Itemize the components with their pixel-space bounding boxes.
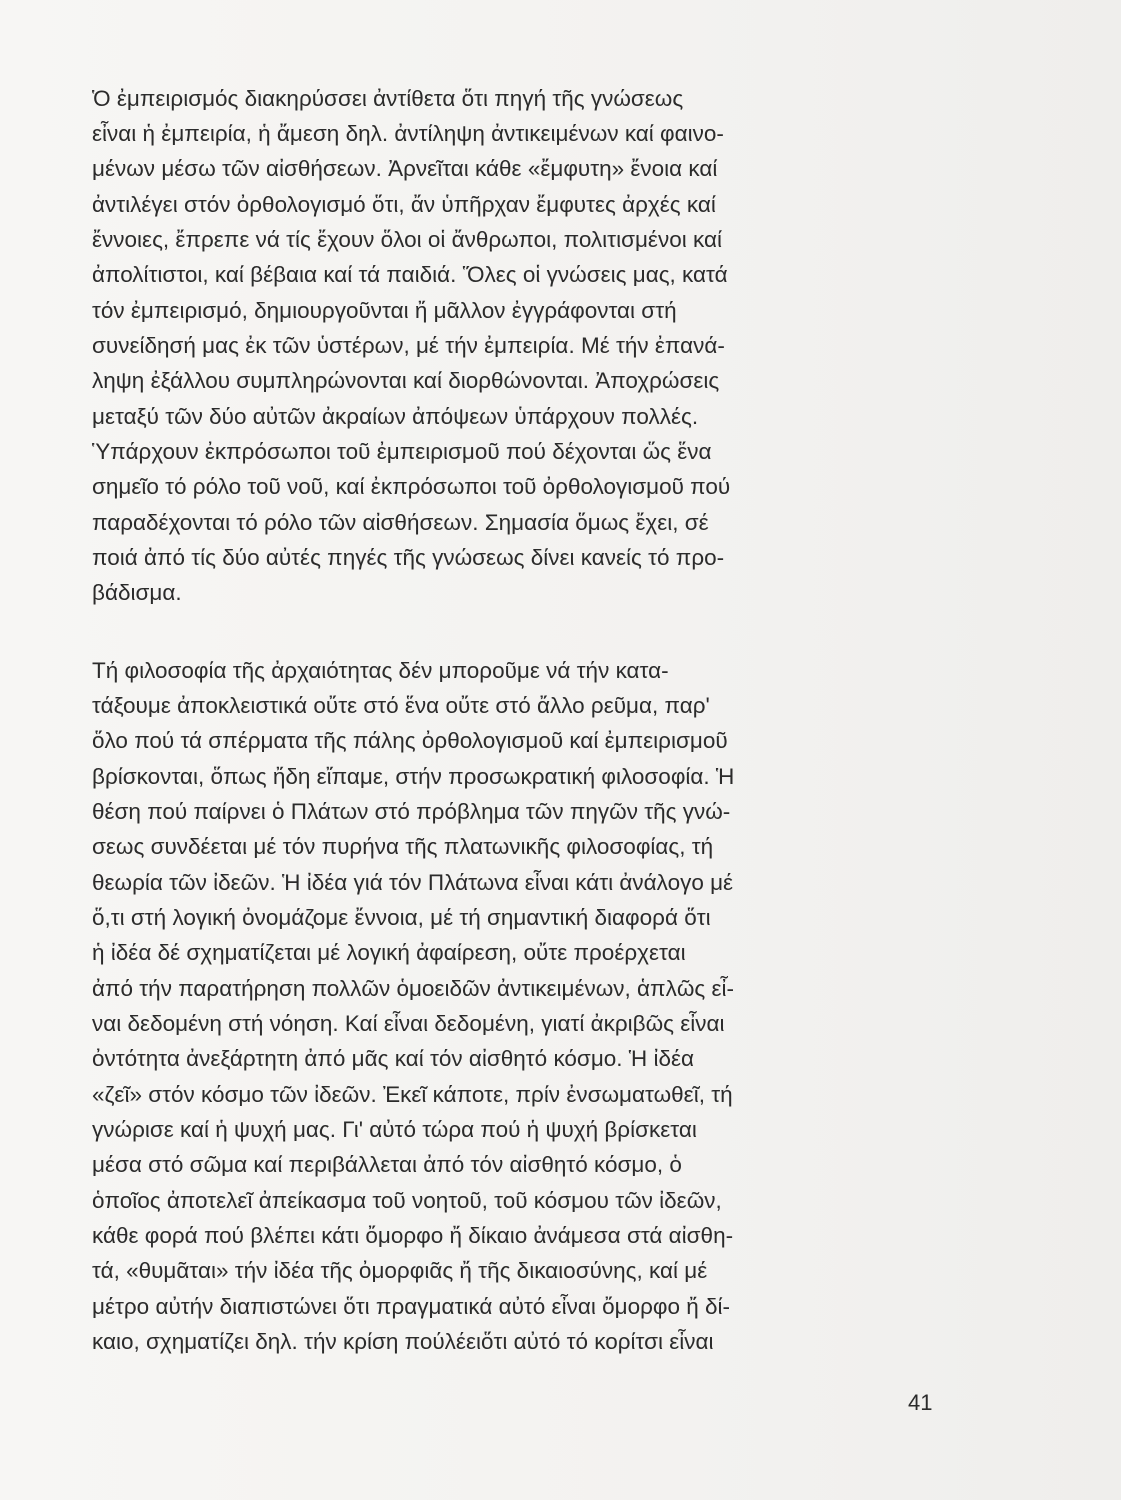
- text-line: σημεῖο τό ρόλο τοῦ νοῦ, καί ἐκπρόσωποι τοῦ ὀρθολογισμοῦ πού: [92, 474, 731, 499]
- text-line: μένων μέσω τῶν αἰσθήσεων. Ἀρνεῖται κάθε «ἔμφυτη» ἔνοια καί: [92, 156, 718, 181]
- text-line: ὁποῖος ἀποτελεῖ ἀπείκασμα τοῦ νοητοῦ, τοῦ κόσμου τῶν ἰδεῶν,: [92, 1188, 722, 1213]
- text-line: ἀπό τήν παρατήρηση πολλῶν ὁμοειδῶν ἀντικειμένων, ἁπλῶς εἶ-: [92, 976, 735, 1001]
- text-line: ποιά ἀπό τίς δύο αὐτές πηγές τῆς γνώσεως δίνει κανείς τό προ-: [92, 545, 725, 570]
- text-line: Ὁ ἐμπειρισμός διακηρύσσει ἀντίθετα ὅτι πηγή τῆς γνώσεως: [92, 86, 684, 111]
- text-line: ναι δεδομένη στή νόηση. Καί εἶναι δεδομένη, γιατί ἀκριβῶς εἶναι: [92, 1011, 725, 1036]
- text-line: κάθε φορά πού βλέπει κάτι ὄμορφο ἤ δίκαιο ἀνάμεσα στά αἰσθη-: [92, 1223, 734, 1248]
- text-line: ὅ,τι στή λογική ὀνομάζομε ἔννοια, μέ τή σημαντική διαφορά ὅτι: [92, 905, 711, 930]
- text-line: ὀντότητα ἀνεξάρτητη ἀπό μᾶς καί τόν αἰσθητό κόσμο. Ἡ ἰδέα: [92, 1046, 695, 1071]
- text-line: βρίσκονται, ὅπως ἤδη εἴπαμε, στήν προσωκρατική φιλοσοφία. Ἡ: [92, 764, 735, 789]
- text-line: ἡ ἰδέα δέ σχηματίζεται μέ λογική ἀφαίρεση, οὔτε προέρχεται: [92, 940, 686, 965]
- text-line: ληψη ἐξάλλου συμπληρώνονται καί διορθώνονται. Ἀποχρώσεις: [92, 368, 720, 393]
- text-line: ἔννοιες, ἔπρεπε νά τίς ἔχουν ὅλοι οἱ ἄνθρωποι, πολιτισμένοι καί: [92, 227, 722, 252]
- text-line: θέση πού παίρνει ὁ Πλάτων στό πρόβλημα τῶν πηγῶν τῆς γνώ-: [92, 799, 731, 824]
- text-line: τάξουμε ἀποκλειστικά οὔτε στό ἕνα οὔτε στό ἄλλο ρεῦμα, παρ': [92, 693, 710, 718]
- page-number: 41: [908, 1390, 933, 1415]
- text-line: βάδισμα.: [92, 580, 182, 605]
- text-line: ἀπολίτιστοι, καί βέβαια καί τά παιδιά. Ὅλες οἱ γνώσεις μας, κατά: [92, 262, 728, 287]
- text-line: «ζεῖ» στόν κόσμο τῶν ἰδεῶν. Ἐκεῖ κάποτε, πρίν ἐνσωματωθεῖ, τή: [92, 1082, 733, 1107]
- text-line: μέσα στό σῶμα καί περιβάλλεται ἀπό τόν αἰσθητό κόσμο, ὁ: [92, 1152, 682, 1177]
- text-line: ἀντιλέγει στόν ὀρθολογισμό ὅτι, ἄν ὑπῆρχαν ἔμφυτες ἀρχές καί: [92, 192, 716, 217]
- text-line: τά, «θυμᾶται» τήν ἰδέα τῆς ὀμορφιᾶς ἤ τῆς δικαιοσύνης, καί μέ: [92, 1258, 708, 1283]
- text-line: σεως συνδέεται μέ τόν πυρήνα τῆς πλατωνικῆς φιλοσοφίας, τή: [92, 834, 714, 859]
- text-line: καιο, σχηματίζει δηλ. τήν κρίση πούλέειὅτι αὐτό τό κορίτσι εἶναι: [92, 1329, 714, 1354]
- text-line: γνώρισε καί ἡ ψυχή μας. Γι' αὐτό τώρα πού ἡ ψυχή βρίσκεται: [92, 1117, 697, 1142]
- text-line: Τή φιλοσοφία τῆς ἀρχαιότητας δέν μποροῦμε νά τήν κατα-: [92, 658, 669, 683]
- text-line: μέτρο αὐτήν διαπιστώνει ὅτι πραγματικά αὐτό εἶναι ὄμορφο ἤ δί-: [92, 1294, 731, 1319]
- text-line: θεωρία τῶν ἰδεῶν. Ἡ ἰδέα γιά τόν Πλάτωνα εἶναι κάτι ἀνάλογο μέ: [92, 870, 734, 895]
- text-line: συνείδησή μας ἐκ τῶν ὑστέρων, μέ τήν ἐμπειρία. Μέ τήν ἐπανά-: [92, 333, 725, 358]
- text-line: παραδέχονται τό ρόλο τῶν αἰσθήσεων. Σημασία ὅμως ἔχει, σέ: [92, 510, 709, 535]
- text-line: ὅλο πού τά σπέρματα τῆς πάλης ὀρθολογισμοῦ καί ἐμπειρισμοῦ: [92, 728, 728, 753]
- text-line: μεταξύ τῶν δύο αὐτῶν ἀκραίων ἀπόψεων ὑπάρχουν πολλές.: [92, 404, 699, 429]
- text-line: τόν ἐμπειρισμό, δημιουργοῦνται ἤ μᾶλλον ἐγγράφονται στή: [92, 298, 677, 323]
- text-line: εἶναι ἡ ἐμπειρία, ἡ ἄμεση δηλ. ἀντίληψη ἀντικειμένων καί φαινο-: [92, 121, 724, 146]
- text-line: Ὑπάρχουν ἐκπρόσωποι τοῦ ἐμπειρισμοῦ πού δέχονται ὥς ἕνα: [92, 439, 712, 464]
